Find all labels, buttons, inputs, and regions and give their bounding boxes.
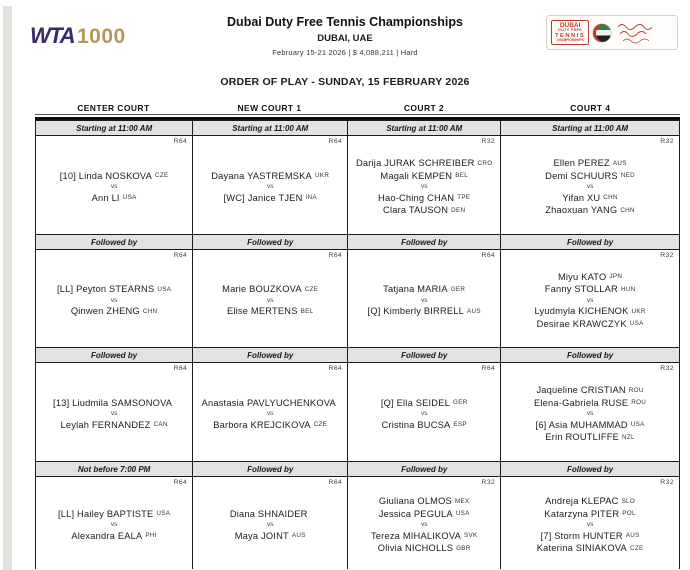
match-players (348, 250, 500, 347)
match-cell (36, 250, 192, 347)
player-name: Demi SCHUURS (545, 170, 618, 181)
player-name: [Q] Kimberly BIRRELL (367, 306, 465, 317)
time-band: Followed by (36, 347, 192, 363)
dubai-logo-line: CHAMPIONSHIPS (556, 38, 584, 43)
player-line (380, 170, 468, 183)
country-code: NED (620, 172, 636, 180)
country-code: USA (629, 320, 644, 328)
player-name: Katarzyna PITER (544, 508, 620, 519)
country-code: SLO (621, 497, 636, 505)
round-label: R32 (660, 138, 674, 145)
country-code: PHI (145, 532, 157, 540)
player-line (60, 170, 169, 183)
player-name: Andreja KLEPAC (545, 496, 619, 507)
round-label: R64 (173, 252, 188, 259)
player-name: [10] Linda NOSKOVA (59, 170, 153, 181)
vs-label: vs (266, 410, 274, 418)
match-players (501, 136, 679, 234)
player-line (383, 204, 465, 217)
court-header-new-court-1: NEW COURT 1 (237, 103, 302, 113)
vs-label: vs (420, 410, 428, 418)
player-line (378, 542, 471, 555)
player-name: [6] Asia MUHAMMAD (535, 419, 628, 430)
court-header-court-4: COURT 4 (570, 103, 611, 113)
country-code: GBR (456, 544, 471, 552)
country-code: CZE (629, 544, 644, 552)
round-label: R64 (481, 252, 496, 259)
country-code: MEX (454, 497, 470, 505)
country-code: GER (450, 285, 466, 293)
country-code: GER (453, 399, 468, 407)
match-players (193, 136, 347, 234)
wta-logo-text: WTA (30, 23, 74, 48)
vs-label: vs (266, 296, 274, 304)
match-cell (500, 250, 679, 347)
table-body (35, 120, 680, 569)
player-line (534, 305, 645, 318)
country-code: CRO (477, 159, 493, 167)
court-header-court-2: COURT 2 (403, 103, 444, 113)
player-name: Lyudmyla KICHENOK (534, 306, 629, 317)
player-line (381, 419, 466, 432)
match-cell (347, 250, 500, 347)
vs-label: vs (110, 183, 118, 191)
country-code: HUN (620, 285, 636, 293)
player-line (545, 170, 635, 183)
player-line (544, 508, 635, 521)
player-name: [LL] Hailey BAPTISTE (57, 508, 154, 519)
match-players (36, 363, 192, 461)
player-line (378, 192, 470, 205)
match-players (348, 363, 500, 461)
player-line (211, 170, 329, 183)
country-code: CHN (620, 206, 635, 214)
vs-label: vs (110, 410, 118, 418)
time-band: Followed by (500, 461, 679, 477)
player-line (562, 192, 618, 205)
player-line (536, 384, 643, 397)
player-name: [Q] Ella SEIDEL (380, 397, 450, 408)
player-name: Anastasia PAVLYUCHENKOVA (201, 397, 336, 408)
player-name: Tatjana MARIA (383, 284, 448, 295)
country-code: CHN (142, 307, 158, 315)
player-line (58, 508, 170, 521)
player-name: Barbora KREJCIKOVA (213, 419, 311, 430)
player-line (553, 157, 626, 170)
round-label: R64 (328, 138, 343, 145)
player-name: Cristina BUCSA (381, 419, 451, 430)
match-cell (500, 136, 679, 234)
time-band: Starting at 11:00 AM (347, 120, 500, 136)
player-line (202, 397, 339, 410)
player-line (537, 318, 644, 331)
player-name: Hao-Ching CHAN (378, 192, 455, 203)
country-code: AUS (291, 532, 306, 540)
player-name: Dayana YASTREMSKA (211, 170, 312, 181)
player-line (356, 157, 492, 170)
country-code: POL (622, 510, 636, 518)
country-code: ROU (631, 399, 647, 407)
player-name: Elise MERTENS (226, 306, 298, 317)
time-band: Followed by (347, 347, 500, 363)
time-band: Followed by (36, 234, 192, 250)
country-code: USA (455, 510, 470, 518)
player-line (53, 397, 175, 410)
country-code: JPN (609, 273, 623, 281)
tournament-details: February 15-21 2026 | $ 4,088,211 | Hard (272, 48, 418, 57)
player-name: Fanny STOLLAR (544, 284, 618, 295)
match-players (193, 250, 347, 347)
country-code: USA (156, 510, 171, 518)
round-label: R32 (660, 365, 674, 372)
vs-label: vs (586, 410, 594, 418)
country-code: USA (630, 421, 645, 429)
round-label: R32 (481, 479, 496, 486)
wta-1000-logo (30, 23, 126, 49)
player-name: Giuliana OLMOS (378, 496, 452, 507)
country-code: NZL (621, 433, 635, 441)
round-label: R64 (328, 365, 343, 372)
country-code: ESP (453, 421, 467, 429)
player-name: Erin ROUTLIFFE (545, 432, 619, 443)
match-players (501, 250, 679, 347)
player-name: Maya JOINT (234, 530, 289, 541)
country-code: AUS (612, 159, 627, 167)
player-line (213, 419, 327, 432)
player-name: Katerina SINIAKOVA (536, 543, 627, 554)
round-label: R64 (328, 479, 343, 486)
time-band: Followed by (192, 461, 347, 477)
page-edge-shadow (3, 6, 12, 570)
match-players (36, 136, 192, 234)
match-players (348, 136, 500, 234)
tournament-title: Dubai Duty Free Tennis Championships (227, 15, 463, 29)
country-code: USA (157, 285, 172, 293)
match-players (501, 363, 679, 461)
round-label: R32 (481, 138, 496, 145)
match-cell (192, 477, 347, 569)
dubai-logo-line: DUBAI (559, 21, 581, 29)
match-cell (36, 136, 192, 234)
time-band: Starting at 11:00 AM (36, 120, 192, 136)
player-line (381, 397, 468, 410)
player-name: [13] Liudmila SAMSONOVA (53, 397, 173, 408)
order-of-play-table (35, 103, 680, 569)
vs-label: vs (420, 183, 428, 191)
country-code: AUS (467, 307, 481, 315)
vs-label: vs (420, 521, 428, 529)
player-name: Alexandra EALA (71, 530, 143, 541)
country-code: BEL (300, 307, 314, 315)
time-band: Starting at 11:00 AM (500, 120, 679, 136)
match-cell (36, 477, 192, 569)
player-line (379, 495, 470, 508)
player-line (545, 495, 635, 508)
player-name: Leylah FERNANDEZ (60, 419, 151, 430)
player-name: Desirae KRAWCZYK (536, 318, 627, 329)
vs-label: vs (110, 521, 118, 529)
match-players (193, 477, 347, 569)
match-players (193, 363, 347, 461)
player-name: Clara TAUSON (383, 205, 449, 216)
country-code: CZE (313, 421, 328, 429)
player-name: Magali KEMPEN (380, 170, 453, 181)
player-name: Diana SHNAIDER (229, 508, 308, 519)
player-name: Qinwen ZHENG (70, 306, 140, 317)
player-line (368, 305, 481, 318)
country-code: DEN (451, 206, 466, 214)
player-line (235, 530, 306, 543)
player-line (545, 204, 635, 217)
court-header-center-court: CENTER COURT (77, 103, 150, 113)
vs-label: vs (586, 296, 594, 304)
player-name: [LL] Peyton STEARNS (57, 284, 155, 295)
player-line (92, 192, 137, 205)
match-cell (192, 250, 347, 347)
wta-tier-text: 1000 (76, 25, 126, 48)
player-name: [WC] Janice TJEN (223, 192, 303, 203)
vs-label: vs (586, 521, 594, 529)
player-name: Miyu KATO (557, 271, 607, 282)
country-code: TPE (457, 194, 471, 202)
time-band: Starting at 11:00 AM (192, 120, 347, 136)
time-band: Followed by (500, 347, 679, 363)
match-cell (347, 136, 500, 234)
time-band: Not before 7:00 PM (36, 461, 192, 477)
player-line (57, 283, 171, 296)
match-cell (192, 363, 347, 461)
time-band: Followed by (192, 234, 347, 250)
match-players (501, 477, 679, 569)
player-name: Jessica PEGULA (378, 508, 453, 519)
court-headers-row (35, 103, 680, 115)
match-cell (500, 477, 679, 569)
arabic-text-decoration (615, 21, 655, 45)
country-code: AUS (625, 532, 640, 540)
tournament-location: DUBAI, UAE (317, 33, 373, 44)
dubai-duty-free-logo (546, 15, 678, 50)
player-line (545, 431, 634, 444)
country-code: CZE (155, 172, 169, 180)
player-line (71, 305, 158, 318)
country-code: UKR (314, 172, 330, 180)
player-name: Jaqueline CRISTIAN (536, 385, 626, 396)
player-name: Zhaoxuan YANG (545, 205, 618, 216)
player-name: Darija JURAK SCHREIBER (355, 158, 475, 169)
player-name: Ann LI (91, 192, 120, 203)
dubai-logo-line: DUTY FREE (558, 27, 583, 32)
match-cell (36, 363, 192, 461)
match-cell (192, 136, 347, 234)
player-line (558, 271, 622, 284)
player-name: Elena-Gabriela RUSE (534, 397, 629, 408)
match-cell (347, 477, 500, 569)
country-code: INA (305, 194, 317, 202)
tennis-ball-flag-icon (593, 24, 611, 42)
country-code: UKR (631, 307, 646, 315)
round-label: R64 (173, 365, 188, 372)
vs-label: vs (110, 296, 118, 304)
player-line (71, 530, 156, 543)
country-code: CHN (603, 194, 618, 202)
country-code: SVK (463, 532, 478, 540)
dubai-logo-text (551, 20, 589, 45)
vs-label: vs (586, 183, 594, 191)
country-code: BEL (455, 172, 469, 180)
player-line (227, 305, 313, 318)
player-line (230, 508, 311, 521)
match-players (36, 477, 192, 569)
country-code: ROU (628, 386, 644, 394)
player-line (61, 419, 168, 432)
player-line (545, 283, 636, 296)
player-name: Marie BOUZKOVA (222, 284, 302, 295)
round-label: R32 (660, 479, 674, 486)
player-name: [7] Storm HUNTER (540, 530, 623, 541)
player-line (224, 192, 317, 205)
round-label: R64 (328, 252, 343, 259)
player-name: Tereza MIHALIKOVA (370, 530, 461, 541)
time-band: Followed by (192, 347, 347, 363)
player-line (383, 283, 465, 296)
match-players (348, 477, 500, 569)
vs-label: vs (420, 296, 428, 304)
country-code: CZE (304, 285, 319, 293)
vs-label: vs (266, 521, 274, 529)
player-line (537, 542, 644, 555)
match-players (36, 250, 192, 347)
time-band: Followed by (347, 234, 500, 250)
player-name: Olivia NICHOLLS (377, 543, 454, 554)
country-code: CAN (153, 421, 168, 429)
player-line (534, 397, 646, 410)
player-line (222, 283, 318, 296)
player-line (371, 530, 478, 543)
player-line (541, 530, 640, 543)
player-line (536, 419, 645, 432)
country-code: USA (122, 194, 137, 202)
dubai-logo-line: TENNIS (555, 32, 586, 39)
player-name: Ellen PEREZ (553, 158, 610, 169)
player-line (379, 508, 470, 521)
round-label: R64 (481, 365, 496, 372)
match-cell (347, 363, 500, 461)
round-label: R64 (173, 138, 188, 145)
match-cell (500, 363, 679, 461)
round-label: R64 (173, 479, 188, 486)
time-band: Followed by (347, 461, 500, 477)
order-of-play-title: ORDER OF PLAY - SUNDAY, 15 FEBRUARY 2026 (220, 76, 470, 88)
player-name: Yifan XU (562, 192, 601, 203)
round-label: R32 (660, 252, 674, 259)
time-band: Followed by (500, 234, 679, 250)
vs-label: vs (266, 183, 274, 191)
